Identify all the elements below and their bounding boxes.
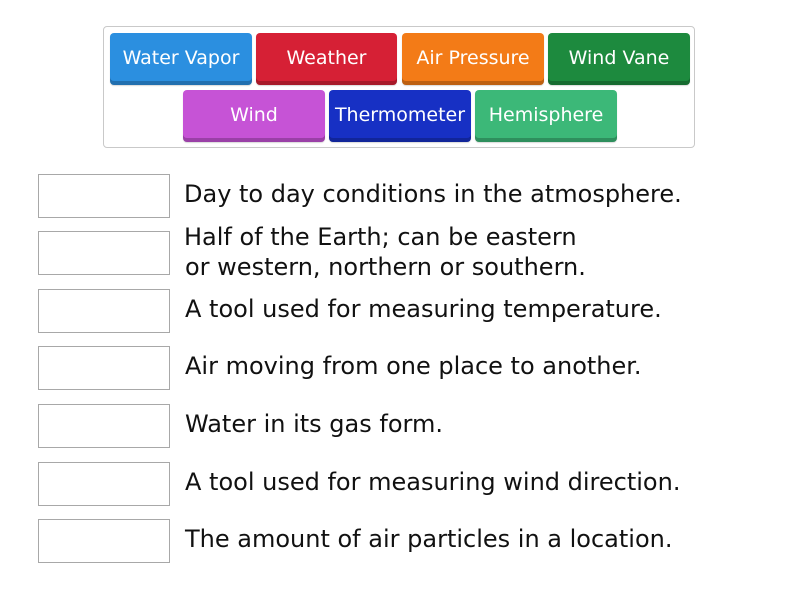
- tile-thermometer[interactable]: Thermometer: [329, 90, 471, 142]
- tile-air-pressure[interactable]: Air Pressure: [402, 33, 544, 85]
- clue-text-line2: or western, northern or southern.: [185, 253, 586, 281]
- clue-text: Water in its gas form.: [185, 410, 443, 438]
- tile-water-vapor[interactable]: Water Vapor: [110, 33, 252, 85]
- clue-text: The amount of air particles in a location.: [185, 525, 673, 553]
- drop-target[interactable]: [38, 404, 170, 448]
- drop-target[interactable]: [38, 346, 170, 390]
- clue-text: A tool used for measuring wind direction.: [185, 468, 681, 496]
- tile-wind-vane[interactable]: Wind Vane: [548, 33, 690, 85]
- clue-text: A tool used for measuring temperature.: [185, 295, 662, 323]
- drop-target[interactable]: [38, 519, 170, 563]
- clue-text: Day to day conditions in the atmosphere.: [184, 180, 682, 208]
- drop-target[interactable]: [38, 231, 170, 275]
- drop-target[interactable]: [38, 289, 170, 333]
- drop-target[interactable]: [38, 174, 170, 218]
- drop-target[interactable]: [38, 462, 170, 506]
- tile-wind[interactable]: Wind: [183, 90, 325, 142]
- clue-text: Half of the Earth; can be eastern: [184, 223, 577, 251]
- tile-hemisphere[interactable]: Hemisphere: [475, 90, 617, 142]
- clue-text: Air moving from one place to another.: [185, 352, 642, 380]
- tile-weather[interactable]: Weather: [256, 33, 397, 85]
